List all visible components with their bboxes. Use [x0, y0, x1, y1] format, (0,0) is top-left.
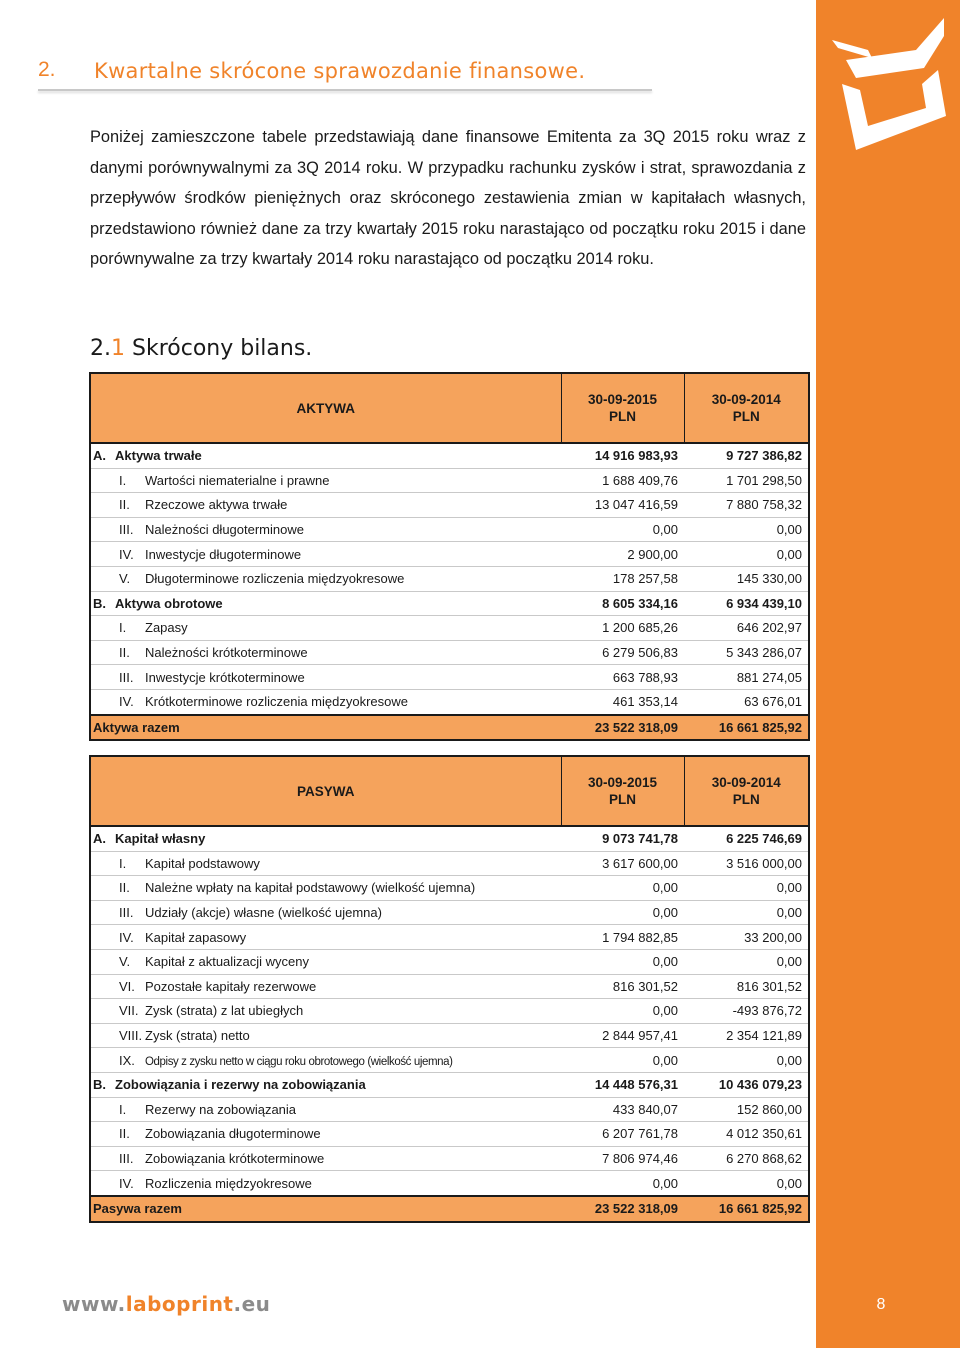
row-value-2014: 0,00: [684, 949, 809, 974]
table-row: [90, 591, 809, 616]
row-code: IX.: [119, 1052, 135, 1068]
row-value-2014: 646 202,97: [684, 616, 809, 641]
row-code: IV.: [119, 546, 134, 562]
table-row: [90, 974, 809, 999]
row-label: Rozliczenia międzyokresowe: [145, 1175, 312, 1191]
row-label-cell: [90, 900, 561, 925]
row-value-2015: 816 301,52: [561, 974, 684, 999]
row-label-cell: [90, 1023, 561, 1048]
row-label-cell: [90, 1122, 561, 1147]
row-code: VII.: [119, 1003, 139, 1019]
row-value-2014: 881 274,05: [684, 665, 809, 690]
row-label: Rzeczowe aktywa trwałe: [145, 497, 288, 513]
row-label-cell: [90, 1097, 561, 1122]
total-value-2015: 23 522 318,09: [561, 1196, 684, 1222]
total-value-2014: 16 661 825,92: [684, 1196, 809, 1222]
table-header-col1: 30-09-2015 PLN: [561, 373, 684, 443]
row-code: III.: [119, 905, 134, 921]
row-code: B.: [93, 595, 106, 611]
row-label-cell: [90, 689, 561, 714]
row-label: Zobowiązania długoterminowe: [145, 1126, 321, 1142]
liabilities-table: [89, 755, 810, 1223]
row-label: Udziały (akcje) własne (wielkość ujemna): [145, 905, 382, 921]
footer-url-suffix: .eu: [233, 1292, 271, 1316]
row-label-cell: [90, 1072, 561, 1097]
row-value-2015: 0,00: [561, 949, 684, 974]
row-value-2014: 5 343 286,07: [684, 640, 809, 665]
table-header-label: PASYWA: [90, 756, 561, 826]
subsection-number-minor: 1: [111, 336, 125, 361]
row-value-2014: 816 301,52: [684, 974, 809, 999]
table-row: [90, 689, 809, 714]
laboprint-logo-icon: [816, 0, 960, 170]
liabilities-table-body: [90, 756, 809, 1222]
row-label-cell: [90, 949, 561, 974]
table-row: [90, 1072, 809, 1097]
row-value-2014: 0,00: [684, 900, 809, 925]
row-value-2015: 2 900,00: [561, 542, 684, 567]
row-label-cell: [90, 443, 561, 468]
row-label: Długoterminowe rozliczenia międzyokresowe: [145, 571, 405, 587]
table-row: [90, 517, 809, 542]
row-value-2015: 6 207 761,78: [561, 1122, 684, 1147]
row-label: Odpisy z zysku netto w ciągu roku obrotowego (wielkość ujemna): [145, 1055, 453, 1068]
row-value-2015: 9 073 741,78: [561, 826, 684, 851]
row-value-2015: 1 688 409,76: [561, 468, 684, 493]
row-code: II.: [119, 1126, 130, 1142]
row-label: Aktywa obrotowe: [115, 595, 223, 611]
row-label-cell: [90, 876, 561, 901]
row-label: Rezerwy na zobowiązania: [145, 1101, 297, 1117]
row-value-2014: 4 012 350,61: [684, 1122, 809, 1147]
row-label-cell: [90, 851, 561, 876]
row-label-cell: [90, 640, 561, 665]
row-value-2015: 3 617 600,00: [561, 851, 684, 876]
intro-paragraph: Poniżej zamieszczone tabele przedstawiają dane finansowe Emitenta za 3Q 2015 roku wraz z danymi porównywalnymi za 3Q 2014 roku. W przypadku rachunku zysków i strat, sprawozdania z przepływów środków pieniężnych oraz skróconego zestawienia zmian w kapitałach własnych, przedstawiono również dane za trzy kwartały 2015 roku narastająco od początku roku 2015 i dane porównywalne za trzy kwartały 2014 roku narastająco od początku 2014 roku.: [90, 128, 806, 269]
row-value-2015: 0,00: [561, 1171, 684, 1196]
row-value-2014: 0,00: [684, 1048, 809, 1073]
table-row: [90, 900, 809, 925]
row-code: A.: [93, 448, 106, 464]
row-value-2015: 7 806 974,46: [561, 1146, 684, 1171]
row-value-2014: 6 225 746,69: [684, 826, 809, 851]
table-row: [90, 851, 809, 876]
row-code: II.: [119, 880, 130, 896]
row-value-2014: 9 727 386,82: [684, 443, 809, 468]
table-header-row: [90, 756, 809, 826]
row-value-2014: 10 436 079,23: [684, 1072, 809, 1097]
row-label: Należności krótkoterminowe: [145, 645, 308, 661]
row-label: Aktywa trwałe: [115, 448, 202, 464]
table-header-col2: 30-09-2014 PLN: [684, 373, 809, 443]
table-row: [90, 999, 809, 1024]
row-value-2014: -493 876,72: [684, 999, 809, 1024]
row-code: I.: [119, 472, 127, 488]
table-total-row: [90, 1196, 809, 1222]
section-number: 2.: [38, 58, 56, 81]
row-label: Kapitał zapasowy: [145, 929, 247, 945]
row-label-cell: [90, 468, 561, 493]
row-value-2014: 0,00: [684, 517, 809, 542]
row-label: Kapitał z aktualizacji wyceny: [145, 954, 310, 970]
table-row: [90, 1097, 809, 1122]
side-bar: [816, 0, 960, 1348]
row-code: I.: [119, 620, 127, 636]
row-value-2014: 63 676,01: [684, 689, 809, 714]
row-value-2014: 1 701 298,50: [684, 468, 809, 493]
row-value-2015: 178 257,58: [561, 566, 684, 591]
row-value-2014: 0,00: [684, 542, 809, 567]
row-value-2014: 6 934 439,10: [684, 591, 809, 616]
row-value-2015: 0,00: [561, 876, 684, 901]
row-label-cell: [90, 493, 561, 518]
table-header-label: AKTYWA: [90, 373, 561, 443]
assets-table: [89, 372, 810, 741]
row-label: Kapitał podstawowy: [145, 855, 260, 871]
row-code: A.: [93, 831, 106, 847]
row-label: Należne wpłaty na kapitał podstawowy (wielkość ujemna): [145, 880, 476, 896]
row-value-2015: 2 844 957,41: [561, 1023, 684, 1048]
row-code: III.: [119, 669, 134, 685]
assets-table-body: [90, 373, 809, 740]
row-code: VIII.: [119, 1028, 143, 1044]
row-label-cell: [90, 517, 561, 542]
row-code: IV.: [119, 694, 134, 710]
subsection-title: [90, 336, 312, 361]
row-value-2015: 0,00: [561, 1048, 684, 1073]
row-code: B.: [93, 1077, 106, 1093]
row-value-2015: 14 448 576,31: [561, 1072, 684, 1097]
table-row: [90, 1171, 809, 1196]
row-value-2014: 152 860,00: [684, 1097, 809, 1122]
table-row: [90, 1122, 809, 1147]
row-code: IV.: [119, 1175, 134, 1191]
row-code: III.: [119, 522, 134, 538]
row-value-2015: 0,00: [561, 900, 684, 925]
row-label-cell: [90, 591, 561, 616]
total-value-2014: 16 661 825,92: [684, 715, 809, 741]
row-code: V.: [119, 571, 131, 587]
row-label-cell: [90, 826, 561, 851]
row-value-2015: 461 353,14: [561, 689, 684, 714]
row-label-cell: [90, 616, 561, 641]
row-label: Krótkoterminowe rozliczenia międzyokresowe: [145, 694, 408, 710]
table-row: [90, 468, 809, 493]
row-label-cell: [90, 542, 561, 567]
row-label: Zobowiązania i rezerwy na zobowiązania: [115, 1077, 366, 1093]
table-row: [90, 616, 809, 641]
row-label-cell: [90, 925, 561, 950]
row-value-2014: 7 880 758,32: [684, 493, 809, 518]
row-label-cell: [90, 1171, 561, 1196]
row-label: Kapitał własny: [115, 831, 206, 847]
table-row: [90, 1146, 809, 1171]
footer-url-brand: laboprint: [125, 1292, 234, 1316]
table-header-col1: 30-09-2015 PLN: [561, 756, 684, 826]
row-value-2015: 1 200 685,26: [561, 616, 684, 641]
row-value-2014: 6 270 868,62: [684, 1146, 809, 1171]
row-code: IV.: [119, 929, 134, 945]
footer-url-prefix: www.: [62, 1292, 126, 1316]
footer-url[interactable]: [62, 1292, 270, 1316]
row-value-2015: 433 840,07: [561, 1097, 684, 1122]
row-value-2015: 663 788,93: [561, 665, 684, 690]
row-value-2014: 33 200,00: [684, 925, 809, 950]
table-header-row: [90, 373, 809, 443]
row-label: Należności długoterminowe: [145, 522, 304, 538]
row-label: Zysk (strata) netto: [145, 1028, 250, 1044]
total-value-2015: 23 522 318,09: [561, 715, 684, 741]
table-row: [90, 876, 809, 901]
row-code: V.: [119, 954, 131, 970]
page-number: 8: [876, 1296, 886, 1313]
table-row: [90, 826, 809, 851]
row-value-2015: 8 605 334,16: [561, 591, 684, 616]
table-row: [90, 640, 809, 665]
table-row: [90, 1048, 809, 1073]
row-label: Inwestycje długoterminowe: [145, 546, 302, 562]
row-value-2015: 0,00: [561, 999, 684, 1024]
row-value-2014: 3 516 000,00: [684, 851, 809, 876]
table-row: [90, 443, 809, 468]
row-label-cell: [90, 566, 561, 591]
subsection-title-text: Skrócony bilans.: [125, 336, 313, 361]
row-code: I.: [119, 1101, 127, 1117]
row-label-cell: [90, 1146, 561, 1171]
row-label: Zysk (strata) z lat ubiegłych: [145, 1003, 304, 1019]
subsection-number-major: 2.: [90, 336, 111, 361]
row-value-2014: 0,00: [684, 1171, 809, 1196]
row-value-2014: 145 330,00: [684, 566, 809, 591]
table-total-row: [90, 715, 809, 741]
row-code: III.: [119, 1151, 134, 1167]
row-label: Wartości niematerialne i prawne: [145, 472, 330, 488]
row-label: Zobowiązania krótkoterminowe: [145, 1151, 325, 1167]
table-row: [90, 1023, 809, 1048]
table-header-col2: 30-09-2014 PLN: [684, 756, 809, 826]
heading-divider: [38, 89, 652, 91]
total-label: Pasywa razem: [90, 1196, 561, 1222]
row-value-2014: 2 354 121,89: [684, 1023, 809, 1048]
row-label-cell: [90, 999, 561, 1024]
table-row: [90, 566, 809, 591]
row-value-2014: 0,00: [684, 876, 809, 901]
row-value-2015: 14 916 983,93: [561, 443, 684, 468]
row-label-cell: [90, 1048, 561, 1073]
row-label: Inwestycje krótkoterminowe: [145, 669, 305, 685]
row-value-2015: 6 279 506,83: [561, 640, 684, 665]
row-code: VI.: [119, 978, 135, 994]
row-code: II.: [119, 645, 130, 661]
row-code: II.: [119, 497, 130, 513]
row-value-2015: 0,00: [561, 517, 684, 542]
table-row: [90, 493, 809, 518]
table-row: [90, 542, 809, 567]
row-code: I.: [119, 855, 127, 871]
row-value-2015: 1 794 882,85: [561, 925, 684, 950]
section-title: Kwartalne skrócone sprawozdanie finansowe.: [94, 59, 586, 83]
row-value-2015: 13 047 416,59: [561, 493, 684, 518]
row-label-cell: [90, 974, 561, 999]
row-label-cell: [90, 665, 561, 690]
total-label: Aktywa razem: [90, 715, 561, 741]
row-label: Pozostałe kapitały rezerwowe: [145, 978, 317, 994]
row-label: Zapasy: [145, 620, 188, 636]
table-row: [90, 949, 809, 974]
table-row: [90, 925, 809, 950]
table-row: [90, 665, 809, 690]
